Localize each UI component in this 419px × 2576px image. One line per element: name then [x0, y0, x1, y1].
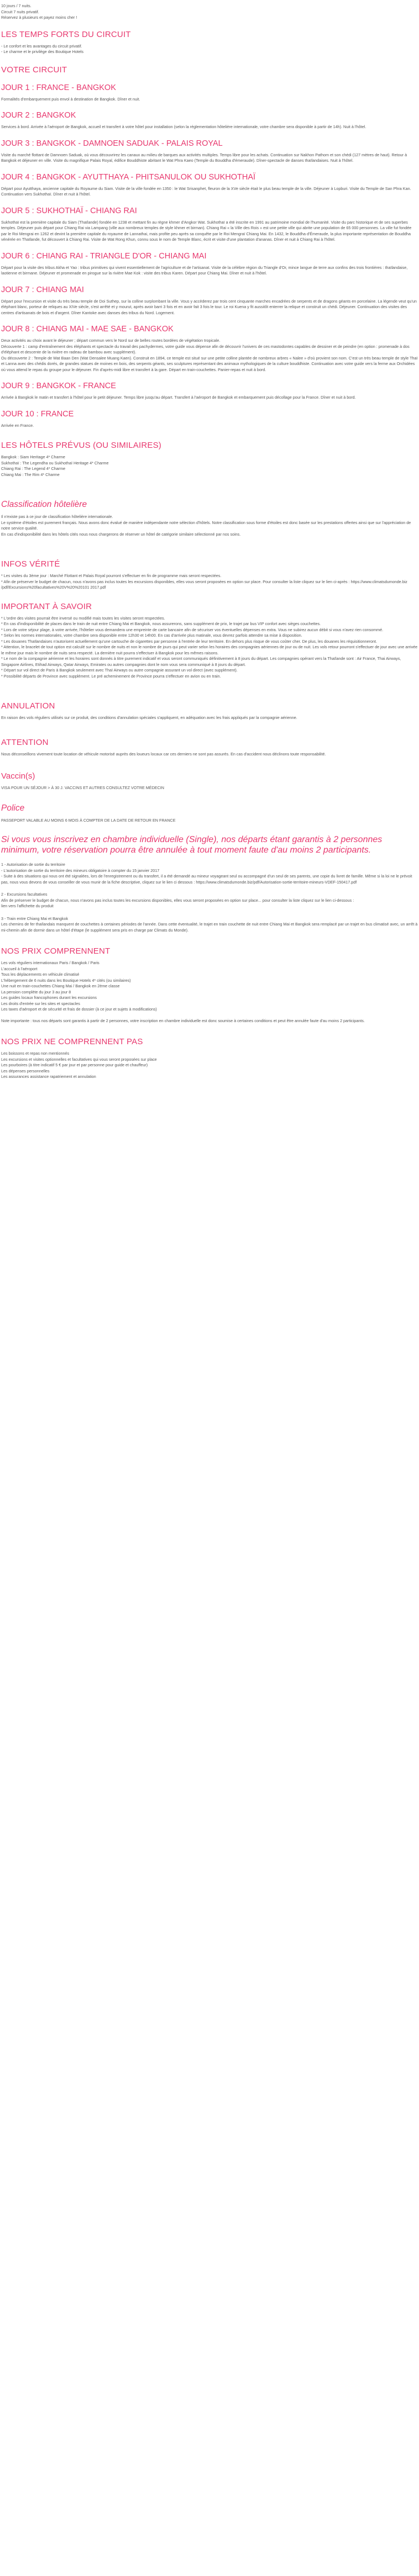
- important-paragraph: * Départ sur vol direct de Paris à Bangkok seulement avec Thaï Airways ou autre compagnie assurant un vol direct (avec supplément).: [1, 668, 238, 673]
- excluded-item: Les excursions et visites optionnelles et facultatives qui vous seront proposées sur place: [1, 1056, 157, 1062]
- note-title: 2 - Excursions facultatives: [1, 892, 48, 897]
- included-item: L'accueil à l'aéroport: [1, 966, 38, 971]
- included-item: Une nuit en train-couchettes Chiang Mai / Bangkok en 2ème classe: [1, 983, 120, 988]
- intro-line: Circuit 7 nuits privatif.: [1, 9, 39, 14]
- note-title: 3 - Train entre Chiang Mai et Bangkok: [1, 916, 69, 921]
- note-block: [1, 862, 418, 885]
- itinerary-days: [1, 83, 418, 429]
- important-paragraph: * L'ordre des visites pourrait être inversé ou modifié mais toutes les visites seront respectées.: [1, 615, 165, 621]
- day-title: JOUR 3 : BANGKOK - DAMNOEN SADUAK - PALAIS ROYAL: [1, 139, 223, 148]
- classification-paragraph: Il n'existe pas à ce jour de classification hôtelière internationale.: [1, 514, 113, 519]
- note-line: - Suite à des situations qui nous ont été signalées, lors de l'enregistrement ou du transfert, il a été demandé au mineur voyageant seul ou accompagné d'un seul de ses parents, une copie du livret de famille. Même si la loi ne le prévoit pas, nous vous devons de vous conseiller de vous munir de la fiche descriptive, cliquez sur le lien ci dessous : https://www.climatsdumonde.biz/pdf/Autorisation-sortie-territoire-mineurs-VDEF-150417.pdf: [1, 874, 412, 885]
- hotel-item: Sukhothaï : The Legendha ou Sukhothaï Heritage 4* Charme: [1, 460, 109, 466]
- classification-paragraph: Le système d'étoiles est purement français. Nous avons donc évalué de manière indépendante notre sélection d'hôtels. Notre classification sous forme d'étoiles est donc basée sur les prestations offertes ainsi que sur l'appréciation de notre service qualité.: [1, 520, 411, 531]
- note-block: [1, 892, 418, 909]
- day-title: JOUR 8 : CHIANG MAI - MAE SAE - BANGKOK: [1, 325, 174, 334]
- attention-text: Nous déconseillons vivement toute location de véhicule motorisé auprès des loueurs locaux car ces derniers ne sont pas assurés. En cas d'accident nous déclinons toute responsabilité.: [1, 751, 326, 757]
- included-item: L'hébergement de 6 nuits dans les Boutique Hotels 4* cités (ou similaires): [1, 977, 131, 983]
- important-paragraph: * Les douanes Thaïlandaises n'autorisent actuellement qu'une cartouche de cigarettes par personne à l'entrée de leur territoire. En dehors plus risque de vous coûter cher. De plus, les douanes les réquisitionneront.: [1, 638, 378, 644]
- day-title: JOUR 9 : BANGKOK - FRANCE: [1, 382, 116, 390]
- infos-title: INFOS VÉRITÉ: [1, 559, 60, 569]
- classification-text: [1, 514, 418, 537]
- note-line: Les chemins de fer thaïlandais manquent de couchettes à certaines périodes de l'année. Dans cette éventualité, le trajet en train couchette de nuit entre Chiang Mai et Bangkok sera remplacé par un trajet en bus climatisé avec, un arrêt à mi-chemin afin de dormir dans un hôtel d'étape (le supplément sera pris en charge par Climats du Monde).: [1, 922, 418, 933]
- included-title: NOS PRIX COMPRENNENT: [1, 946, 111, 956]
- cancellation-title: ANNULATION: [1, 701, 55, 711]
- day-description: Sukhothaï est la première capitale du Siam (Thaïlande) fondée en 1238 et mettant fin au règne khmer d'Angkor Wat. Sukhothaï a été inscrite en 1991 au patrimoine mondial de l'humanité. Visite du parc historique et de ses superbes temples. Déjeuner puis départ pour Chiang Rai via Lampang (ville aux nombreux temples de style khmer et birman). Chiang Rai « la Ville des Rois » est une petite ville qui abrite une population de 65 000 personnes. La ville fut fondée par le Roi Mengrai en 1262 et devint la première capitale du royaume de Lannathai, mais profite peu après sa conquête par le Roi Mengraï Chiang Mai. En 1432, le Bouddha d'Émeraude, la plus importante représentation de Bouddha vénérée en Thaïlande, fut découvert à Chiang Rai. Visite de Wat Rong Khun, connu sous le nom de Temple Blanc, écrit et visite d'une plantation d'ananas. Dîner et nuit à Chiang Rai à l'hôtel.: [1, 219, 412, 242]
- excluded-title: NOS PRIX NE COMPRENNENT PAS: [1, 1037, 143, 1046]
- note-title: 1 - Autorisation de sortie du territoire: [1, 862, 65, 867]
- included-item: Les droits d'entrée sur les sites et spectacles: [1, 1001, 80, 1006]
- day-description: Formalités d'embarquement puis envol à destination de Bangkok. Dîner et nuit.: [1, 96, 140, 102]
- hotel-item: Bangkok : Siam Heritage 4* Charme: [1, 454, 65, 459]
- attention-title: ATTENTION: [1, 737, 49, 747]
- day-description: Services à bord. Arrivée à l'aéroport de Bangkok, accueil et transfert à votre hôtel pour installation (selon la réglementation hôtelière internationale, votre chambre sera disponible à partir de 14h). Nuit à l'hôtel.: [1, 124, 366, 129]
- highlight-item: - Le confort et les avantages du circuit privatif.: [1, 43, 82, 49]
- intro-line: Réservez à plusieurs et payez moins cher !: [1, 15, 77, 20]
- day-title: JOUR 2 : BANGKOK: [1, 111, 76, 120]
- day-description: Départ pour la visite des tribus Akha et Yao : tribus primitives qui vivent essentiellement de l'agriculture et de l'artisanat. Visite de la célèbre région du Triangle d'Or, mince langue de terre aux confins des trois frontières : thaïlandaise, laotienne et birmane. Déjeuner et promenade en pirogue sur la rivière Mae Kok : visite des tribus Karen. Départ pour Chiang Mai. Dîner et nuit à l'hôtel.: [1, 265, 408, 276]
- day-title: JOUR 1 : FRANCE - BANGKOK: [1, 83, 116, 92]
- cancellation-text: En raison des vols réguliers utilisés sur ce produit, des conditions d'annulation spéciales s'appliquent, en adéquation avec les frais appliqués par la compagnie aérienne.: [1, 715, 297, 720]
- note-line: - L'autorisation de sortie du territoire des mineurs obligatoire à compter du 15 janvier 2017: [1, 868, 160, 873]
- day-description: Départ pour l'excursion et visite du très beau temple de Doi Suthep, sur la colline surplombant la ville. Vous y accèderez par trois cent cinquante marches encadrées de serpents et de dragons géants en porcelaine. La légende veut qu'un éléphant blanc, porteur de reliques au XIVe siècle, s'est arrêté et y mourut, après avoir barri 3 fois et en avoir fait 3 fois le tour. Le roi Kuena y fit aussitôt enterrer la relique et construit un chédi. Déjeuner. Continuation des visites des centres d'artisanats de bois et d'argent. Dîner Kantoke avec danses des tribus du Nord. Logement.: [1, 298, 417, 315]
- intro: [1, 3, 418, 21]
- highlight-item: - Le charme et le privilège des Boutique Hotels: [1, 49, 84, 54]
- important-paragraph: * Selon les normes internationales, votre chambre sera disponible entre 12h30 et 14h00. En cas d'arrivée plus matinale, vous devrez parfois attendre sa mise à disposition.: [1, 633, 302, 638]
- important-paragraph: * Lors de votre séjour plage, à votre arrivée, l'hôtelier vous demandera une empreinte de carte bancaire afin de sécuriser vos éventuelles dépenses en extra. Vous ne subirez aucun débit si vous n'avez rien consommé.: [1, 627, 384, 632]
- hotel-item: Chiang Rai : The Legend 4* Charme: [1, 466, 66, 471]
- day-title: JOUR 7 : CHIANG MAI: [1, 285, 84, 294]
- day-description: Arrivée en France.: [1, 422, 34, 428]
- intro-line: 10 jours / 7 nuits.: [1, 3, 32, 8]
- single-room-notice: Si vous vous inscrivez en chambre individuelle (Single), nos départs étant garantis à 2 personnes minimum, votre réservation pourra être annulée à tout moment faute d'au moins 2 participants.: [1, 835, 383, 855]
- included-list: [1, 960, 418, 1013]
- day-title: JOUR 4 : BANGKOK - AYUTTHAYA - PHITSANULOK OU SUKHOTHAÏ: [1, 172, 256, 182]
- police-text: PASSEPORT VALABLE AU MOINS 6 MOIS À COMPTER DE LA DATE DE RETOUR EN FRANCE: [1, 817, 176, 823]
- excluded-item: Les assurances assistance rapatriement et annulation: [1, 1074, 96, 1079]
- included-note: Note importante : tous nos départs sont garantis à partir de 2 personnes, votre inscription en chambre individuelle est donc soumise à certaines conditions et peut être annulée faute d'au moins 2 participants.: [1, 1018, 365, 1023]
- included-item: Les taxes d'aéroport et de sécurité et frais de dossier (à ce jour et sujets à modifications): [1, 1007, 157, 1012]
- important-list: [1, 616, 418, 680]
- day-description: Départ pour Ayutthaya, ancienne capitale du Royaume du Siam. Visite de la ville fondée en 1350 : le Wat Srisanphet, fleuron de la XVe siècle était le plus beau temple de la ville. Déjeuner à Lopburi. Visite du Temple de San Phra Kan. Continuation vers Sukhothaï. Dîner et nuit à l'hôtel.: [1, 186, 411, 197]
- page: [0, 0, 419, 1080]
- infos-paragraph: * Les visites du 3ème jour : Marché Flottant et Palais Royal pourront s'effectuer en fin de programme mais seront respectées.: [1, 573, 222, 578]
- important-paragraph: * Le nom de la compagnie aérienne et les horaires sont donnés à titre purement indicatif et vous seront communiqués définitivement à 8 jours du départ. Les compagnies opérant vers la Thaïlande sont : Air France, Thai Airways, Singapore Airlines, Etihad Airways, Qatar Airways, Emirates ou autres compagnies dont le nom vous sera communiqué à 8 jours du départ.: [1, 656, 401, 667]
- day-description: Deux activités au choix avant le déjeuner ; départ commun vers le Nord sur de belles routes bordées de végétation tropicale. Découverte 1 : camp d'entraînement des éléphants et spectacle du travail des pachydermes, votre guide vous dépense afin de découvrir l'univers de ces mastodontes capables de dessiner et de peindre (en option : promenade à dos d'éléphant et descente de la rivière en radeau de bambou avec supplément). Ou découverte 2 : Temple de Wat Baan Den (Wat Densalee Muang Kaen). Construit en 1894, ce temple est situé sur une petite colline plantée de nombreux arbres « Nalee » d'où provient son nom. C'est un très beau temple de style Thaï et Lanna avec des chédis dorés, de grandes statues de moines en bois, des serpents géants, ses sculptures représentant des animaux mythologiques de la culture bouddhiste. Continuation avec votre guide vers la ferme aux Orchidées où vous attend le repas du groupe pour le déjeuner. Fin d'après-midi libre et transfert à la gare. Départ en train-couchettes. Panier-repas et nuit à bord.: [1, 338, 418, 372]
- vaccins-title: Vaccin(s): [1, 771, 35, 781]
- day-description: Visite du marché flottant de Damnoen Saduak, où vous découvrirez les canaux au milieu de barques aux activités multiples. Temps libre pour les achats. Continuation sur Nakhon Pathom et son chédi (127 mètres de haut). Retour à Bangkok et déjeuner en ville. Visite du magnifique Palais Royal, édifice Bouddhiste abritant le Wat Phra Kaeo (Temple du Bouddha d'émeraude). Dîner-spectacle de danses thaïlandaises. Nuit à l'hôtel.: [1, 152, 407, 163]
- excluded-item: Les dépenses personnelles: [1, 1068, 50, 1073]
- hotels-title: LES HÔTELS PRÉVUS (OU SIMILAIRES): [1, 441, 162, 450]
- important-paragraph: * Attention, le bracelet de tout option est calculé sur le nombre de nuits et non le nombre de jours qui peut varier selon les horaires des compagnies aériennes de jour ou de nuit. Les vols retour pourront s'effectuer de jour avec une arrivée le même jour mais le nombre de nuits sera respecté. La dernière nuit pourra s'effectuer à Bangkok pour les mêmes raisons.: [1, 644, 418, 655]
- day-title: JOUR 10 : FRANCE: [1, 409, 74, 419]
- day-title: JOUR 6 : CHIANG RAI - TRIANGLE D'OR - CHIANG MAI: [1, 251, 207, 261]
- infos-text: [1, 573, 418, 591]
- included-item: La pension complète du jour 3 au jour 8: [1, 989, 71, 995]
- notes: [1, 862, 418, 933]
- highlights-title: LES TEMPS FORTS DU CIRCUIT: [1, 29, 131, 39]
- important-title: IMPORTANT À SAVOIR: [1, 601, 92, 611]
- infos-paragraph: * Afin de préserver le budget de chacun, nous n'avons pas inclus toutes les excursions disponibles, elles vous seront proposées en option sur place. Pour consulter la liste cliquez sur le lien ci-après : https://www.climatsdumonde.biz /pdf/Excursions%20facultatives%20V%20%20101 2017.pdf: [1, 579, 407, 590]
- highlights-list: [1, 44, 418, 55]
- excluded-item: Les pourboires (à titre indicatif 5 € par jour et par personne pour guide et chauffeur): [1, 1062, 148, 1067]
- classification-title: Classification hôtelière: [1, 500, 87, 509]
- police-title: Police: [1, 803, 25, 813]
- included-item: Tous les déplacements en véhicule climatisé: [1, 972, 80, 977]
- hotels-list: [1, 454, 418, 478]
- included-item: Les guides locaux francophones durant les excursions: [1, 995, 97, 1000]
- important-paragraph: * En cas d'indisponibilité de places dans le train de nuit entre Chiang Mai et Bangkok, nous assurerons, sans supplément de prix, le trajet par bus VIP confort avec sièges couchettes.: [1, 621, 321, 626]
- note-block: [1, 916, 418, 934]
- important-paragraph: * Possibilité départs de Province avec supplément. Le pré acheminement de Province pourra s'effectuer en avion ou en train.: [1, 673, 221, 679]
- excluded-item: Les boissons et repas non mentionnés: [1, 1051, 70, 1056]
- note-line: Afin de préserver le budget de chacun, nous n'avons pas inclus toutes les excursions disponibles, elles vous seront proposées en option sur place... pour consulter la liste cliquez sur le lien ci-dessous :: [1, 897, 354, 903]
- excluded-list: [1, 1051, 418, 1080]
- itinerary-title: VOTRE CIRCUIT: [1, 65, 67, 75]
- vaccins-text: VISA POUR UN SÉJOUR > À 30 J. VACCINS ET AUTRES CONSULTEZ VOTRE MÉDECIN: [1, 785, 164, 790]
- note-line: lien vers l'affichette du produit: [1, 903, 54, 908]
- hotel-item: Chiang Mai : The Rim 4* Charme: [1, 472, 60, 477]
- day-description: Arrivée à Bangkok le matin et transfert à l'hôtel pour le petit déjeuner. Temps libre jusqu'au départ. Transfert à l'aéroport de Bangkok et embarquement puis décollage pour la France. Dîner et nuit à bord.: [1, 395, 356, 400]
- included-item: Les vols réguliers internationaux Paris / Bangkok / Paris: [1, 960, 99, 965]
- day-title: JOUR 5 : SUKHOTHAÏ - CHIANG RAI: [1, 206, 137, 215]
- classification-paragraph: En cas d'indisponibilité dans les hôtels cités nous nous chargerons de réserver un hôtel de catégorie similaire sélectionné par nos soins.: [1, 531, 241, 537]
